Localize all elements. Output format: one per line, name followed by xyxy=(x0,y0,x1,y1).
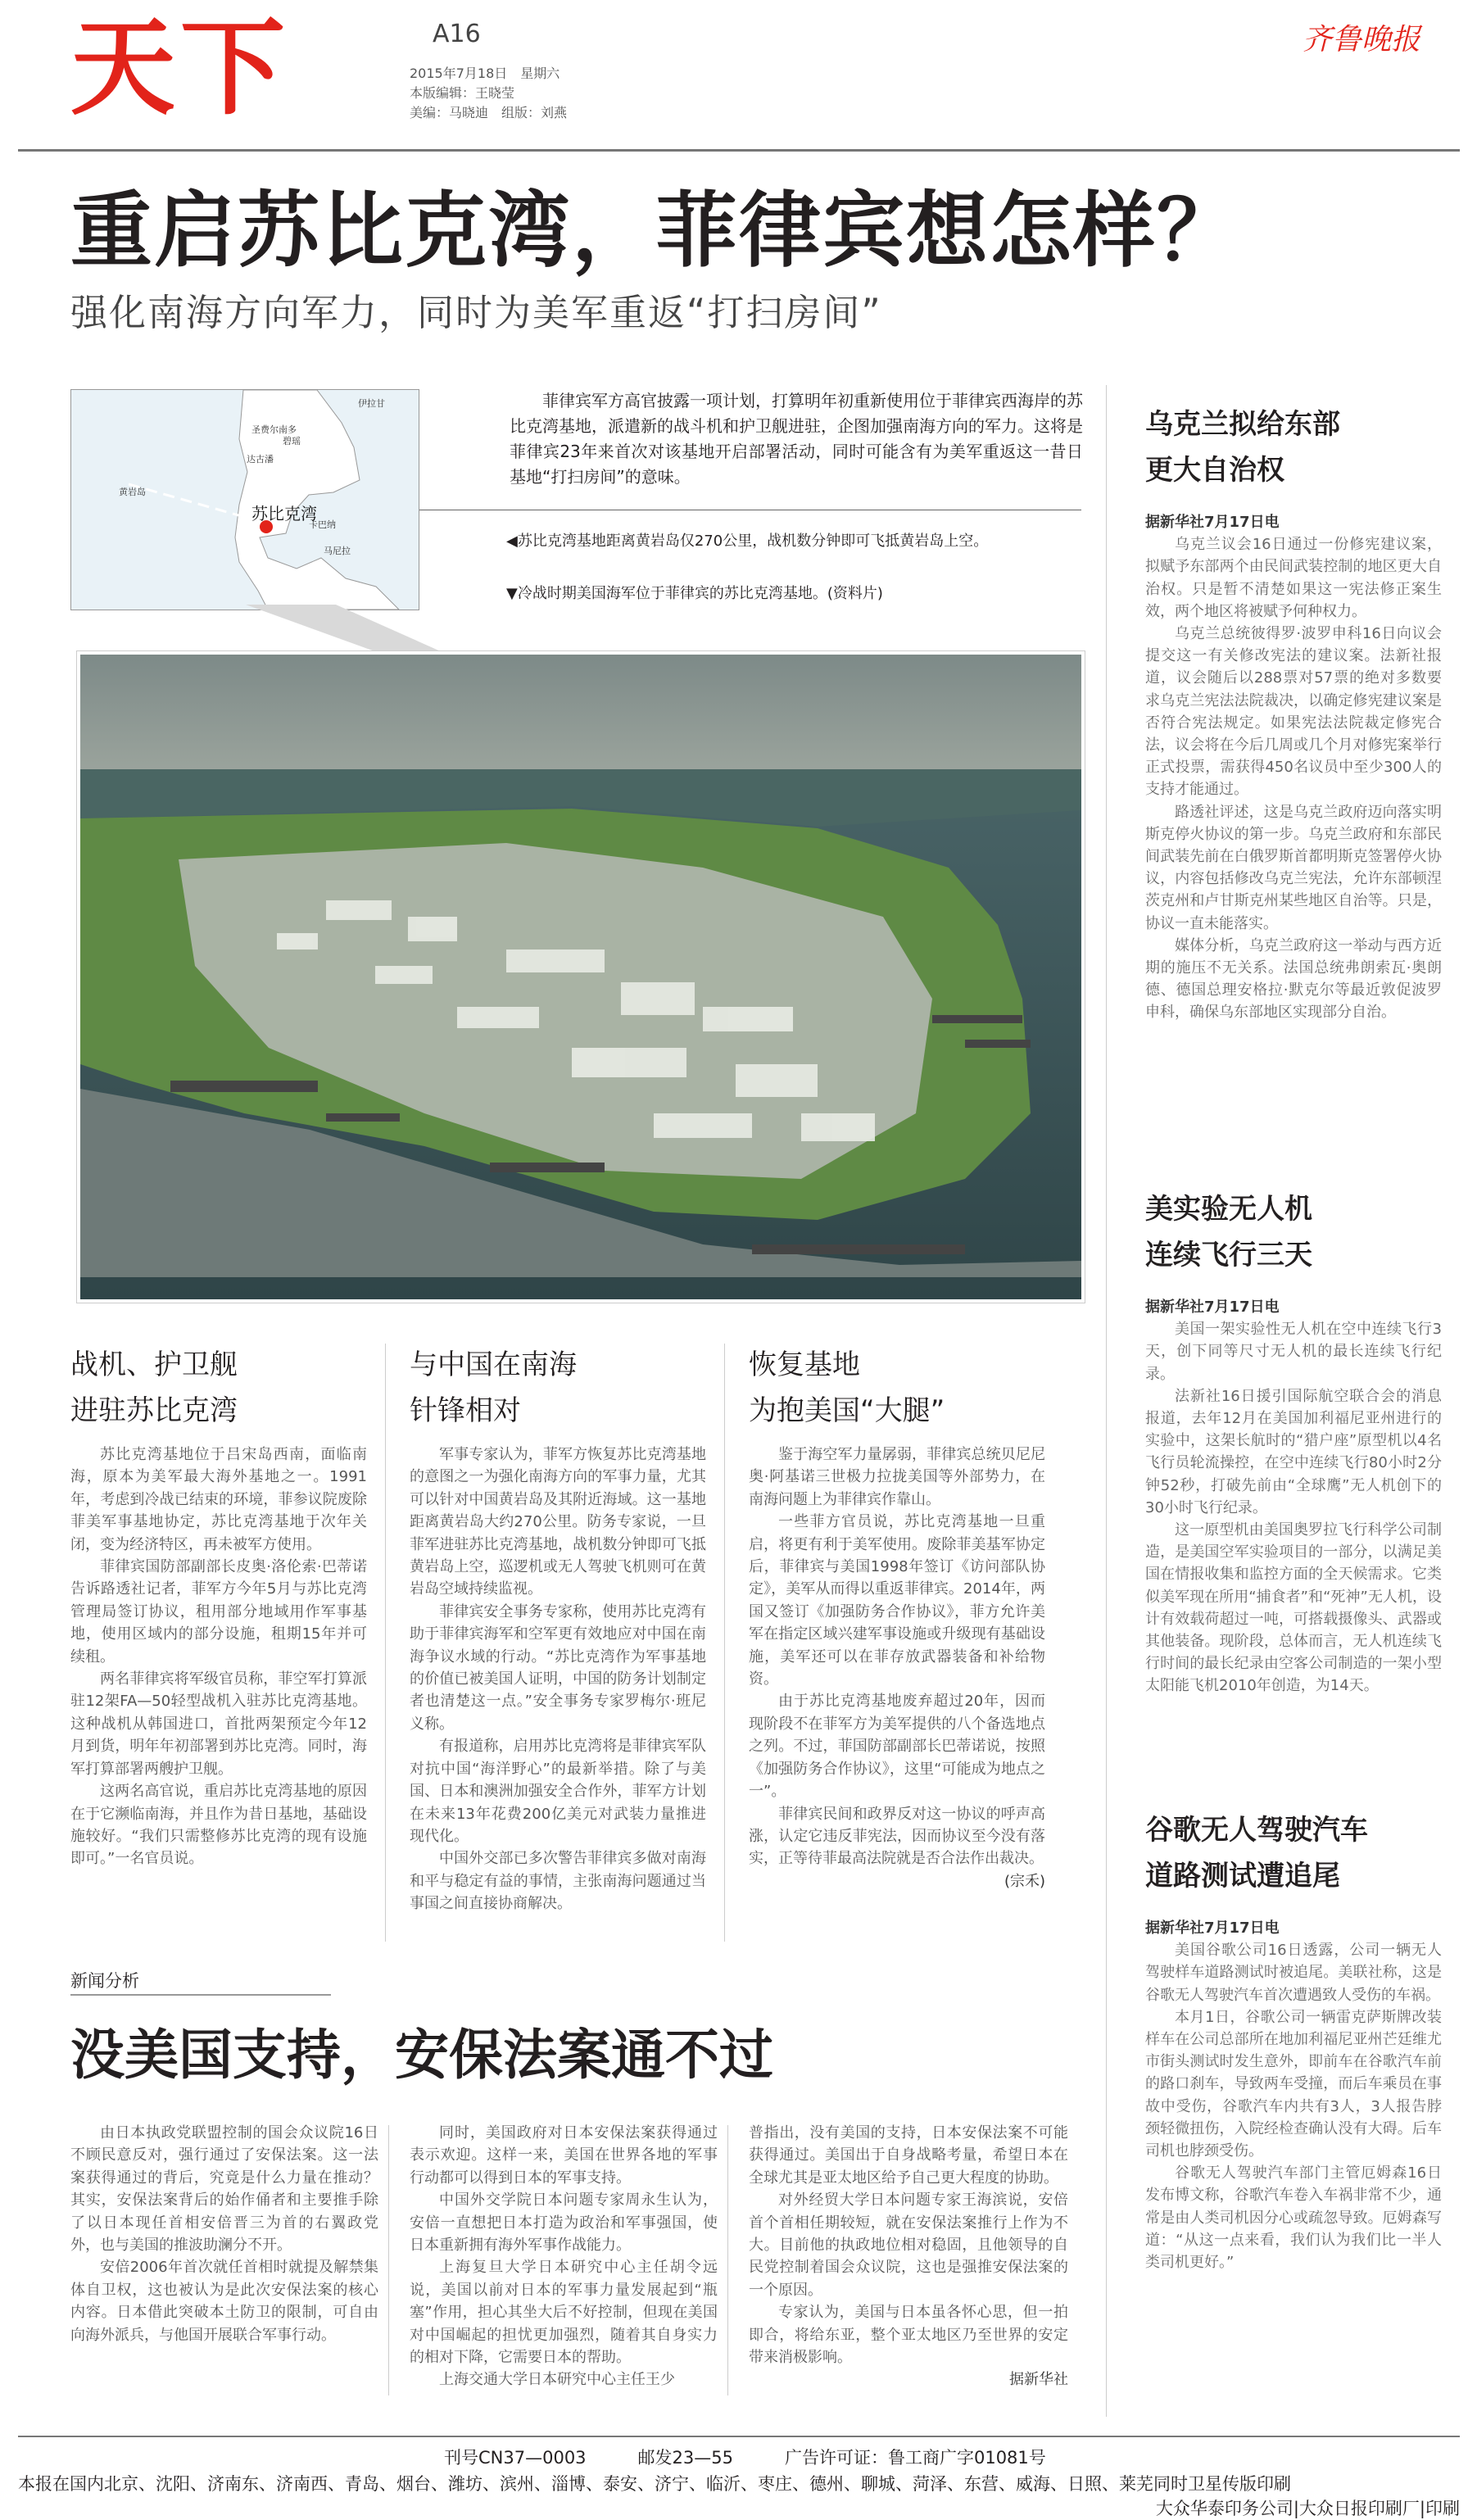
sub-headline: 强化南海方向军力，同时为美军重返“打扫房间” xyxy=(70,291,882,334)
main-headline: 重启苏比克湾，菲律宾想怎样？ xyxy=(70,183,1240,279)
column-divider xyxy=(388,2125,389,2395)
column-divider xyxy=(385,1344,386,1942)
map-label: 圣费尔南多 xyxy=(251,424,297,435)
column-title-line: 战机、护卫舰 xyxy=(70,1348,238,1381)
lead-paragraph: 菲律宾军方高官披露一项计划，打算明年初重新使用位于菲律宾西海岸的苏比克湾基地，派遣新的战斗机和护卫舰进驻，企图加强南海方向的军力。这将是菲律宾23年来首次对该基地开启部署活动，同时可能含有为美军重返这一昔日基地“打扫房间”的意味。 xyxy=(510,391,1083,487)
footer-print-locations xyxy=(18,2471,1460,2520)
footer-rule xyxy=(18,2436,1460,2437)
analysis-column-1 xyxy=(70,2122,378,2346)
sidebar-body xyxy=(1145,511,1442,1024)
map-label: 卡巴纳 xyxy=(309,519,336,530)
map-label: 伊拉甘 xyxy=(358,398,385,409)
paragraph: 上海复旦大学日本研究中心主任胡令远说，美国以前对日本的军事力量发展起到“瓶塞”作用，担心其坐大后不好控制，但现在美国对中国崛起的担忧更加强烈，随着其自身实力的相对下降，它需要日本的帮助。 xyxy=(410,2259,718,2367)
analysis-column-2 xyxy=(410,2122,718,2391)
paragraph: 普指出，没有美国的支持，日本安保法案不可能获得通过。美国出于自身战略考量，希望日本在全球尤其是亚太地区给予自己更大程度的协助。 xyxy=(749,2124,1068,2187)
sidebar-title-line: 乌克兰拟给东部 xyxy=(1145,408,1340,441)
dateline: 据新华社7月17日电 xyxy=(1145,514,1280,531)
section-title: 天下 xyxy=(70,7,291,129)
sidebar-title xyxy=(1145,401,1442,493)
sidebar-story-google xyxy=(1145,1807,1442,2273)
paragraph: 美国谷歌公司16日透露，公司一辆无人驾驶样车道路测试时被追尾。美联社称，这是谷歌无人驾驶汽车首次遭遇致人受伤的车祸。 xyxy=(1145,1942,1442,2004)
paragraph: 菲律宾国防部副部长皮奥·洛伦索·巴蒂诺告诉路透社记者，菲军方今年5月与苏比克湾管理局签订协议，租用部分地域用作军事基地，使用区域内的部分设施，租期15年并可续租。 xyxy=(70,1558,367,1666)
paragraph: 路透社评述，这是乌克兰政府迈向落实明斯克停火协议的第一步。乌克兰政府和东部民间武装先前在白俄罗斯首都明斯克签署停火协议，内容包括修改乌克兰宪法，允许东部顿涅茨克州和卢甘斯克州某些地区自治等。只是，协议一直未能落实。 xyxy=(1145,803,1442,932)
column-title xyxy=(70,1342,367,1434)
paragraph: 苏比克湾基地位于吕宋岛西南，面临南海，原本为美军最大海外基地之一。1991年，考虑到冷战已结束的环境，菲参议院废除菲美军事基地协定，苏比克湾基地于次年关闭，变为经济特区，再未被军方使用。 xyxy=(70,1446,367,1553)
column-title xyxy=(749,1342,1045,1434)
column-3 xyxy=(749,1342,1045,1892)
newspaper-logo: 齐鲁晚报 xyxy=(1303,23,1421,57)
paragraph: 有报道称，启用苏比克湾将是菲律宾军队对抗中国“海洋野心”的最新举措。除了与美国、日本和澳洲加强安全合作外，菲军方计划在未来13年花费200亿美元对武装力量推进现代化。 xyxy=(410,1738,706,1845)
paragraph: 安倍2006年首次就任首相时就提及解禁集体自卫权，这也被认为是此次安保法案的核心内容。日本借此突破本土防卫的限制，可自由向海外派兵，与他国开展联合军事行动。 xyxy=(70,2259,378,2344)
column-title-line: 恢复基地 xyxy=(749,1348,860,1381)
caption-map: ◀苏比克湾基地距离黄岩岛仅270公里，战机数分钟即可飞抵黄岩岛上空。 xyxy=(506,533,989,550)
footer-registration: 刊号CN37—0003 邮发23—55 广告许可证：鲁工商广字01081号 xyxy=(444,2448,1046,2468)
map-label: 达古潘 xyxy=(247,454,274,465)
sidebar-story-ukraine xyxy=(1145,401,1442,1024)
column-body xyxy=(410,2122,718,2391)
sidebar-body xyxy=(1145,1296,1442,1697)
paragraph: 对外经贸大学日本问题专家王海滨说，安倍首个首相任期较短，就在安保法案推行上作为不大。目前他的执政地位相对稳固，且他领导的自民党控制着国会众议院，这也是强推安保法案的一个原因。 xyxy=(749,2191,1068,2299)
column-title-line: 为抱美国“大腿” xyxy=(749,1394,945,1427)
paragraph: 这两名高官说，重启苏比克湾基地的原因在于它濒临南海，并且作为昔日基地，基础设施较好。“我们只需整修苏比克湾的现有设施即可。”一名官员说。 xyxy=(70,1783,367,1868)
paragraph: 由日本执政党联盟控制的国会众议院16日不顾民意反对，强行通过了安保法案。这一法案获得通过的背后，究竟是什么力量在推动？其实，安保法案背后的始作俑者和主要推手除了以日本现任首相安倍晋三为首的右翼政党外，也与美国的推波助澜分不开。 xyxy=(70,2124,378,2255)
paragraph: 同时，美国政府对日本安保法案获得通过表示欢迎。这样一来，美国在世界各地的军事行动都可以得到日本的军事支持。 xyxy=(410,2124,718,2187)
editor-line: 本版编辑：王晓莹 xyxy=(410,85,515,101)
sidebar-title-line: 更大自治权 xyxy=(1145,454,1284,487)
column-body xyxy=(410,1444,706,1915)
byline: (宗禾) xyxy=(1004,1872,1045,1890)
column-title-line: 与中国在南海 xyxy=(410,1348,577,1381)
column-1 xyxy=(70,1342,367,1870)
paragraph: 中国外交部已多次警告菲律宾多做对南海和平与稳定有益的事情，主张南海问题通过当事国之间直接协商解决。 xyxy=(410,1850,706,1913)
tag-rule xyxy=(70,1994,331,1996)
paragraph: 上海交通大学日本研究中心主任王少 xyxy=(439,2371,675,2389)
sidebar-title-line: 谷歌无人驾驶汽车 xyxy=(1145,1814,1368,1847)
dateline: 据新华社7月17日电 xyxy=(1145,1919,1280,1937)
subic-bay-photo xyxy=(77,651,1085,1303)
map-label: 马尼拉 xyxy=(324,546,351,556)
map-label-subic: 苏比克湾 xyxy=(251,504,317,523)
paragraph: 媒体分析，乌克兰政府这一举动与西方近期的施压不无关系。法国总统弗朗索瓦·奥朗德、德国总理安格拉·默克尔等最近敦促波罗申科，确保乌东部地区实现部分自治。 xyxy=(1145,936,1442,1022)
dateline: 据新华社7月17日电 xyxy=(1145,1299,1280,1316)
sidebar-body xyxy=(1145,1917,1442,2273)
column-divider xyxy=(724,1344,725,1942)
paragraph: 美国一架实验性无人机在空中连续飞行3天，创下同等尺寸无人机的最长连续飞行纪录。 xyxy=(1145,1321,1442,1383)
paragraph: 专家认为，美国与日本虽各怀心思，但一拍即合，将给东亚，整个亚太地区乃至世界的安定带来消极影响。 xyxy=(749,2304,1068,2367)
column-divider xyxy=(727,2125,728,2395)
masthead-meta xyxy=(410,64,567,123)
map-label: 黄岩岛 xyxy=(119,487,146,497)
paragraph: 乌克兰议会16日通过一份修宪建议案，拟赋予东部两个由民间武装控制的地区更大自治权。只是暂不清楚如果这一宪法修正案生效，两个地区将被赋予何种权力。 xyxy=(1145,536,1442,620)
sidebar-title-line: 美实验无人机 xyxy=(1145,1193,1312,1226)
issue-date: 2015年7月18日 星期六 xyxy=(410,66,560,81)
footer-locations: 本报在国内北京、沈阳、济南东、济南西、青岛、烟台、潍坊、滨州、淄博、泰安、济宁、临沂、枣庄、德州、聊城、菏泽、东营、威海、日照、莱芜同时卫星传版印刷 xyxy=(18,2474,1291,2494)
paragraph: 军事专家认为，菲军方恢复苏比克湾基地的意图之一为强化南海方向的军事力量，尤其可以针对中国黄岩岛及其附近海域。这一基地距离黄岩岛大约270公里。防务专家说，一旦菲军进驻苏比克湾基地，战机数分钟即可飞抵黄岩岛上空，巡逻机或无人驾驶飞机则可在黄岩岛空域持续监视。 xyxy=(410,1446,706,1598)
map-callout xyxy=(246,605,442,657)
sidebar-story-drone xyxy=(1145,1186,1442,1697)
top-rule xyxy=(18,149,1460,152)
column-title-line: 进驻苏比克湾 xyxy=(70,1394,238,1427)
sidebar-divider xyxy=(1106,385,1107,2417)
paragraph: 菲律宾安全事务专家称，使用苏比克湾有助于菲律宾海军和空军更有效地应对中国在南海争议水域的行动。“苏比克湾作为军事基地的价值已被美国人证明，中国的防务计划制定者也清楚这一点。”安全事务专家罗梅尔·班尼义称。 xyxy=(410,1602,706,1733)
paragraph: 鉴于海空军力量孱弱，菲律宾总统贝尼尼奥·阿基诺三世极力拉拢美国等外部势力，在南海问题上为菲律宾作靠山。 xyxy=(749,1446,1045,1508)
paragraph: 中国外交学院日本问题专家周永生认为，安倍一直想把日本打造为政治和军事强国，使日本重新拥有海外军事作战能力。 xyxy=(410,2191,718,2255)
caption-photo: ▼冷战时期美国海军位于菲律宾的苏比克湾基地。(资料片) xyxy=(506,585,883,602)
paragraph: 谷歌无人驾驶汽车部门主管厄姆森16日发布博文称，谷歌汽车卷入车祸非常不少，通常是由人类司机因分心或疏忽导致。厄姆森写道：“从这一点来看，我们认为我们比一半人类司机更好。” xyxy=(1145,2164,1442,2272)
map-label: 碧瑶 xyxy=(283,436,301,446)
news-analysis-tag: 新闻分析 xyxy=(70,1971,139,1991)
sidebar-title-line: 道路测试遭追尾 xyxy=(1145,1860,1340,1892)
sidebar-title xyxy=(1145,1807,1442,1899)
paragraph: 本月1日，谷歌公司一辆雷克萨斯牌改装样车在公司总部所在地加利福尼亚州芒廷维尤市街头测试时发生意外，即前车在谷歌汽车前的路口刹车，导致两车受撞，而后车乘员在事故中受伤，谷歌汽车内共有3人，3人报告脖颈轻微扭伤，入院经检查确认没有大碍。后车司机也脖颈受伤。 xyxy=(1145,2008,1442,2160)
location-map xyxy=(70,389,419,610)
paragraph: 由于苏比克湾基地废弃超过20年，因而现阶段不在菲军方为美军提供的八个备选地点之列。不过，菲国防部副部长巴蒂诺说，按照《加强防务合作协议》，这里“可能成为地点之一”。 xyxy=(749,1693,1045,1801)
paragraph: 这一原型机由美国奥罗拉飞行科学公司制造，是美国空军实验项目的一部分，以满足美国在情报收集和监控方面的全天候需求。它类似美军现在所用“捕食者”和“死神”无人机，设计有效载荷超过一吨，可搭载摄像头、武器或其他装备。现阶段，总体而言，无人机连续飞行时间的最长纪录由空客公司制造的一架小型太阳能飞机2010年创造，为14天。 xyxy=(1145,1521,1442,1695)
page-number: A16 xyxy=(433,20,481,48)
column-body xyxy=(70,1444,367,1870)
analysis-headline: 没美国支持，安保法案通不过 xyxy=(70,2024,773,2087)
paragraph: 法新社16日援引国际航空联合会的消息报道，去年12月在美国加利福尼亚州进行的实验中，这架长航时的“猎户座”原型机以4名飞行员轮流操控，在空中连续飞行80小时2分钟52秒，打破先前由“全球鹰”无人机创下的30小时飞行纪录。 xyxy=(1145,1387,1442,1516)
column-body xyxy=(749,1444,1045,1892)
paragraph: 乌克兰总统彼得罗·波罗申科16日向议会提交这一有关修改宪法的建议案。法新社报道，议会随后以288票对57票的绝对多数要求乌克兰宪法法院裁决，以确定修宪建议案是否符合宪法规定。如果宪法法院裁定修宪合法，议会将在今后几周或几个月对修宪案举行正式投票，需获得450名议员中至少300人的支持才能通过。 xyxy=(1145,625,1442,799)
footer-printer: 大众华泰印务公司|大众日报印刷厂|印刷 xyxy=(1155,2499,1460,2518)
column-body xyxy=(70,2122,378,2346)
sidebar-title-line: 连续飞行三天 xyxy=(1145,1239,1312,1271)
paragraph: 菲律宾民间和政界反对这一协议的呼声高涨，认定它违反菲宪法，因而协议至今没有落实，正等待菲最高法院就是否合法作出裁决。 xyxy=(749,1805,1045,1868)
column-body xyxy=(749,2122,1068,2391)
aerial-photo xyxy=(80,655,1081,1299)
column-title-line: 针锋相对 xyxy=(410,1394,521,1427)
byline: 据新华社 xyxy=(1009,2371,1068,2389)
paragraph: 两名菲律宾将军级官员称，菲空军打算派驻12架FA—50轻型战机入驻苏比克湾基地。这种战机从韩国进口，首批两架预定今年12月到货，明年年初部署到苏比克湾。同时，海军打算部署两艘护卫舰。 xyxy=(70,1670,367,1778)
sidebar-title xyxy=(1145,1186,1442,1278)
column-2 xyxy=(410,1342,706,1915)
design-line: 美编：马晓迪 组版：刘燕 xyxy=(410,105,568,120)
map-graphic xyxy=(71,390,419,610)
column-title xyxy=(410,1342,706,1434)
paragraph: 一些菲方官员说，苏比克湾基地一旦重启，将更有利于美军使用。废除菲美基军协定后，菲律宾与美国1998年签订《访问部队协定》，美军从而得以重返菲律宾。2014年，两国又签订《加强防务合作协议》，菲方允许美军在指定区域兴建军事设施或升级现有基础设施，美军还可以在菲存放武器装备和补给物资。 xyxy=(749,1513,1045,1688)
analysis-column-3 xyxy=(749,2122,1068,2391)
